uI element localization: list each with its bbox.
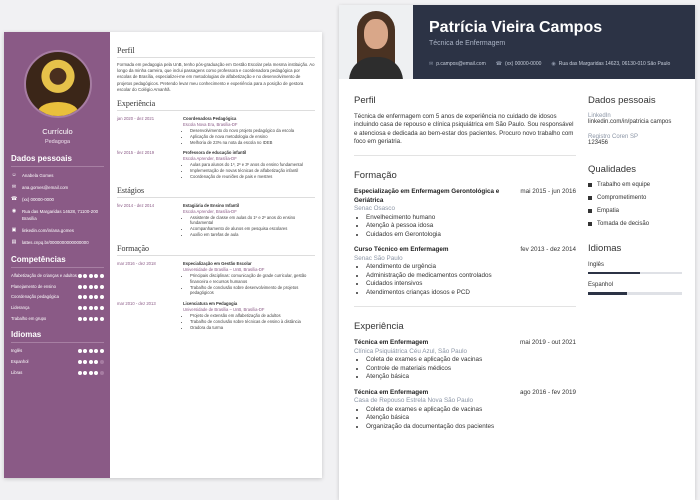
entry-title: Coordenadora Pedagógica (183, 116, 237, 122)
bullet-item: • Implementação de novas técnicas de alfabetização infantil (190, 168, 315, 174)
entry-bullets (190, 128, 315, 146)
languages-list (11, 348, 104, 375)
skill-item (11, 273, 104, 279)
entry-org: Escola Nova Era, Brasília-DF (183, 121, 238, 127)
contact-item (11, 185, 104, 191)
bullet-item: • Controle de materiais médicos (366, 365, 576, 374)
bullet-item: • Atendimentos crianças idosos e PCD (366, 289, 576, 298)
entry-org: Senac São Paulo (354, 254, 403, 262)
bullet-item: • Trabalho de conclusão sobre desenvolvimento de projetos pedagógicos (190, 285, 315, 297)
entry-item (354, 339, 576, 382)
resume2-main (354, 95, 576, 431)
personal-data-heading: Dados pessoais (11, 154, 104, 167)
language-item-name: Libras (11, 369, 23, 375)
resume1-main (117, 40, 315, 331)
education-section (354, 170, 576, 307)
language-item (588, 262, 682, 275)
entry-bullets (366, 263, 576, 297)
entry-body (183, 261, 315, 296)
quality-item (588, 195, 682, 201)
profile-section (354, 95, 576, 156)
entry-org: Universidade de Brasília – UnB, Brasília-DF (183, 266, 265, 272)
entry-bullets (190, 313, 315, 331)
email-icon: ✉ (11, 184, 17, 191)
contact-item (11, 209, 104, 221)
personal-value: 123456 (588, 139, 609, 146)
entry-title: Técnica em Enfermagem (354, 388, 429, 396)
entry-bullets (190, 215, 315, 239)
square-bullet-icon (588, 183, 592, 187)
languages-list (588, 262, 682, 295)
entry-title: Curso Técnico em Enfermagem (354, 246, 449, 254)
skill-item-name: Liderança (11, 305, 30, 311)
contact-item (11, 228, 104, 234)
square-bullet-icon (588, 222, 592, 226)
skill-item-name: Planejamento de ensino (11, 283, 56, 289)
profile-heading: Perfil (117, 46, 315, 58)
personal-data-list (588, 113, 682, 148)
personal-label: Registro Coren SP (588, 133, 639, 140)
qualities-heading: Qualidades (588, 163, 637, 175)
entry-bullets (366, 406, 576, 432)
experience-heading: Experiência (354, 321, 404, 333)
language-level-bar (588, 292, 682, 295)
quality-item (588, 208, 682, 214)
language-item (588, 282, 682, 295)
resume1-title: Currículo (42, 127, 73, 136)
entry-title: Especialização em Enfermagem Gerontológica e Geriátrica (354, 188, 500, 204)
contact-text: linkedin.com/in/ana.gomes (22, 227, 74, 233)
contact-text: lattes.cnpq.br/0000000000000000 (22, 239, 89, 245)
skill-item-name: Alfabetização de crianças e adultos (11, 273, 77, 279)
entry-date: mar 2010 - dez 2013 (117, 301, 156, 307)
entry-item (117, 261, 315, 296)
entry-org: Escola Aprender, Brasília-DF (183, 156, 237, 162)
profile-text: Formada em pedagogia pela UnB, tenho pós-graduação em Gestão Escolar pela mesma instituição. Ao longo da minha carreira, que inclui passagens como professora e coordenadora pedagógica por escolas de Brasília, especializei-me em metodologias de alfabetização e no desenvolvimento de projetos pedagógicos. Pretendo levar meu conhecimento e experiência para a posição de gestora escolar do Colégio Amanhã. (117, 62, 315, 92)
phone-icon: ☎ (11, 196, 18, 203)
languages-heading: Idiomas (11, 330, 104, 343)
bullet-item: • Coordenação de reuniões de pais e mestres (190, 174, 315, 180)
language-level-fill (588, 272, 640, 275)
language-level-bar (588, 272, 682, 275)
language-item (11, 348, 104, 354)
skill-item-name: Coordenação pedagógica (11, 294, 59, 300)
language-name: Espanhol (588, 282, 614, 289)
entry-title: Técnica em Enfermagem (354, 339, 429, 347)
entry-org: Escola Aprender, Brasília-DF (183, 208, 237, 214)
education-heading: Formação (354, 170, 397, 182)
resume-document-enfermagem (339, 5, 695, 500)
entry-item (117, 116, 315, 145)
resume1-subtitle: Pedagoga (44, 139, 71, 145)
entry-title: Especialização em Gestão Escolar (183, 261, 252, 267)
level-dots (78, 349, 104, 353)
linkedin-icon: ▣ (11, 226, 17, 233)
contact-item (11, 173, 104, 179)
entry-date: fev 2013 - dez 2014 (520, 246, 576, 254)
lattes-icon: ▤ (11, 238, 17, 245)
resume1-sidebar (4, 32, 110, 478)
profile-text: Técnica de enfermagem com 5 anos de experiência no cuidado de idosos incluindo casa de repouso e clínica psiquiátrica em São Paulo. Sou responsável e atenciosa e dedicada ao bem-estar dos pacientes. Procuro novo trabalho com foco em geriatria. (354, 113, 574, 146)
qualities-list (588, 182, 682, 227)
contact-text: ana.gomes@email.com (22, 185, 69, 191)
skill-item (11, 294, 104, 300)
bullet-item: • Desenvolvimento do novo projeto pedagógico da escola (190, 128, 315, 134)
bullet-item: • Envelhecimento humano (366, 214, 576, 223)
language-name: Inglês (588, 261, 605, 268)
entry-bullets (366, 214, 576, 240)
header-contact-text: Rua das Margaridas 14623, 06130-010 São Paulo (558, 61, 671, 67)
entry-date: fev 2015 - dez 2019 (117, 150, 155, 156)
experience-list (354, 339, 576, 431)
experience-section (354, 321, 576, 431)
entry-date: ago 2016 - fev 2019 (519, 388, 576, 396)
email-icon: ✉ (429, 61, 434, 67)
bullet-item: • Acompanhamento de alunos em pesquisa escolares (190, 226, 315, 232)
bullet-item: • Atenção básica (366, 373, 576, 382)
resume-document-pedagoga (4, 32, 322, 478)
entry-bullets (190, 273, 315, 297)
entry-item (117, 301, 315, 330)
level-dots (78, 306, 104, 310)
bullet-item: • Principais disciplinas: comunicação de grade curricular, gestão financeira e recursos humanos (190, 273, 315, 285)
entry-header (354, 246, 576, 255)
contact-text: (xx) 00000-0000 (22, 197, 54, 203)
language-item-name: Espanhol (11, 359, 29, 365)
language-item-name: Inglês (11, 348, 23, 354)
bullet-item: • Trabalho de conclusão sobre técnicas de ensino à distância (190, 319, 315, 325)
level-dots (78, 274, 104, 278)
education-list (354, 188, 576, 297)
bullet-item: • Aplicação de nova metodologia de ensino (190, 134, 315, 140)
profile-photo (339, 5, 413, 79)
contact-text: Rua das Margaridas 14628, 71100-200 Brasília (22, 209, 99, 221)
entry-org: Clínica Psiquiátrica Céu Azul, São Paulo (354, 347, 468, 355)
skill-item-name: Trabalho em grupo (11, 315, 47, 321)
quality-text: Empatia (597, 207, 620, 214)
entry-header (354, 389, 576, 398)
bullet-item: • Atendimento de urgência (366, 263, 576, 272)
entry-date: jan 2020 - dez 2021 (117, 116, 155, 122)
entry-header (354, 188, 576, 205)
experience-heading: Experiência (117, 99, 315, 111)
personal-value: linkedin.com/in/patricia campos (588, 119, 672, 125)
quality-text: Comprometimento (597, 194, 647, 201)
education-heading: Formação (117, 244, 315, 256)
location-icon: ◉ (551, 61, 556, 67)
level-dots (78, 317, 104, 321)
profile-heading: Perfil (354, 95, 376, 106)
skill-item (11, 305, 104, 311)
entry-title: Licenciatura em Pedagogia (183, 301, 238, 307)
bullet-item: • Oradora da turma (190, 325, 315, 331)
quality-text: Trabalho em equipe (597, 181, 651, 188)
quality-item (588, 221, 682, 227)
contact-text: Anabela Gomes (22, 173, 54, 178)
experience-list (117, 116, 315, 180)
bullet-item: • Assistente de classe em aulas do 1º e 2º anos do ensino fundamental (190, 215, 315, 227)
entry-org: Casa de Repouso Estrela Nova São Paulo (354, 397, 474, 405)
entry-date: mai 2019 - out 2021 (519, 339, 576, 347)
languages-heading: Idiomas (588, 242, 622, 254)
language-item (11, 370, 104, 376)
education-list (117, 261, 315, 331)
bullet-item: • Aulas para alunos do 1º, 2º e 3º anos do ensino fundamental (190, 162, 315, 168)
skill-item (11, 316, 104, 322)
entry-item (354, 246, 576, 297)
header-contact (496, 61, 542, 67)
bullet-item: • Cuidados em Gerontologia (366, 231, 576, 240)
entry-bullets (366, 356, 576, 382)
entry-item (354, 188, 576, 239)
bullet-item: • Coleta de exames e aplicação de vacinas (366, 406, 576, 415)
bullet-item: • Melhoria de 23% na nota da escola no IDEB (190, 140, 315, 146)
internships-list (117, 203, 315, 238)
header-contact-text: p.campos@email.com (436, 61, 486, 67)
header-contact (429, 61, 486, 67)
entry-org: Senac Osasco (354, 205, 395, 213)
entry-body (183, 150, 315, 179)
bullet-item: • Projeto de extensão em alfabetização de adultos (190, 313, 315, 319)
bullet-item: • Auxílio em tarefas de aula (190, 232, 315, 238)
bullet-item: • Cuidados intensivos (366, 280, 576, 289)
level-dots (78, 371, 104, 375)
bullet-item: • Organização da documentação dos pacientes (366, 423, 576, 432)
candidate-name: Patrícia Vieira Campos (429, 19, 603, 36)
bullet-item: • Coleta de exames e aplicação de vacinas (366, 356, 576, 365)
skills-list (11, 273, 104, 321)
entry-date: mai 2015 - jun 2016 (520, 188, 576, 196)
header-contacts (429, 61, 670, 67)
quality-text: Tomada de decisão (597, 220, 650, 227)
bullet-item: • Atenção básica (366, 414, 576, 423)
entry-body (183, 116, 315, 145)
phone-icon: ☎ (495, 61, 502, 67)
internships-heading: Estágios (117, 186, 315, 198)
entry-date: mar 2016 - dez 2018 (117, 261, 156, 267)
level-dots (78, 285, 104, 289)
bullet-item: • Administração de medicamentos controlados (366, 272, 576, 281)
person-icon: ☺ (11, 172, 17, 178)
entry-item (117, 203, 315, 238)
entry-item (354, 389, 576, 432)
personal-label: LinkedIn (588, 113, 611, 119)
entry-header (354, 339, 576, 348)
language-level-fill (588, 292, 627, 295)
location-icon: ◉ (11, 208, 17, 215)
bullet-item: • Atenção à pessoa idosa (366, 222, 576, 231)
level-dots (78, 295, 104, 299)
contact-item (11, 197, 104, 203)
resume2-sidebar (588, 95, 682, 295)
entry-org: Universidade de Brasília – UnB, Brasília-DF (183, 307, 265, 313)
profile-photo (24, 50, 92, 118)
entry-title: Estagiária de Ensino Infantil (183, 202, 240, 208)
skills-heading: Competências (11, 255, 104, 268)
header-contact (551, 61, 670, 67)
resume2-header (339, 5, 695, 79)
entry-item (117, 150, 315, 179)
contact-list (11, 173, 104, 246)
language-item (11, 359, 104, 365)
square-bullet-icon (588, 196, 592, 200)
entry-date: fev 2014 - dez 2014 (117, 202, 155, 208)
entry-body (183, 301, 315, 330)
quality-item (588, 182, 682, 188)
square-bullet-icon (588, 209, 592, 213)
header-contact-text: (xx) 00000-0000 (504, 61, 542, 67)
level-dots (78, 360, 104, 364)
skill-item (11, 284, 104, 290)
personal-data-heading: Dados pessoais (588, 95, 656, 106)
entry-title: Professora de educação infantil (183, 150, 247, 156)
contact-item (11, 240, 104, 246)
entry-body (183, 203, 315, 238)
candidate-role: Técnica de Enfermagem (429, 40, 506, 47)
entry-bullets (190, 162, 315, 180)
